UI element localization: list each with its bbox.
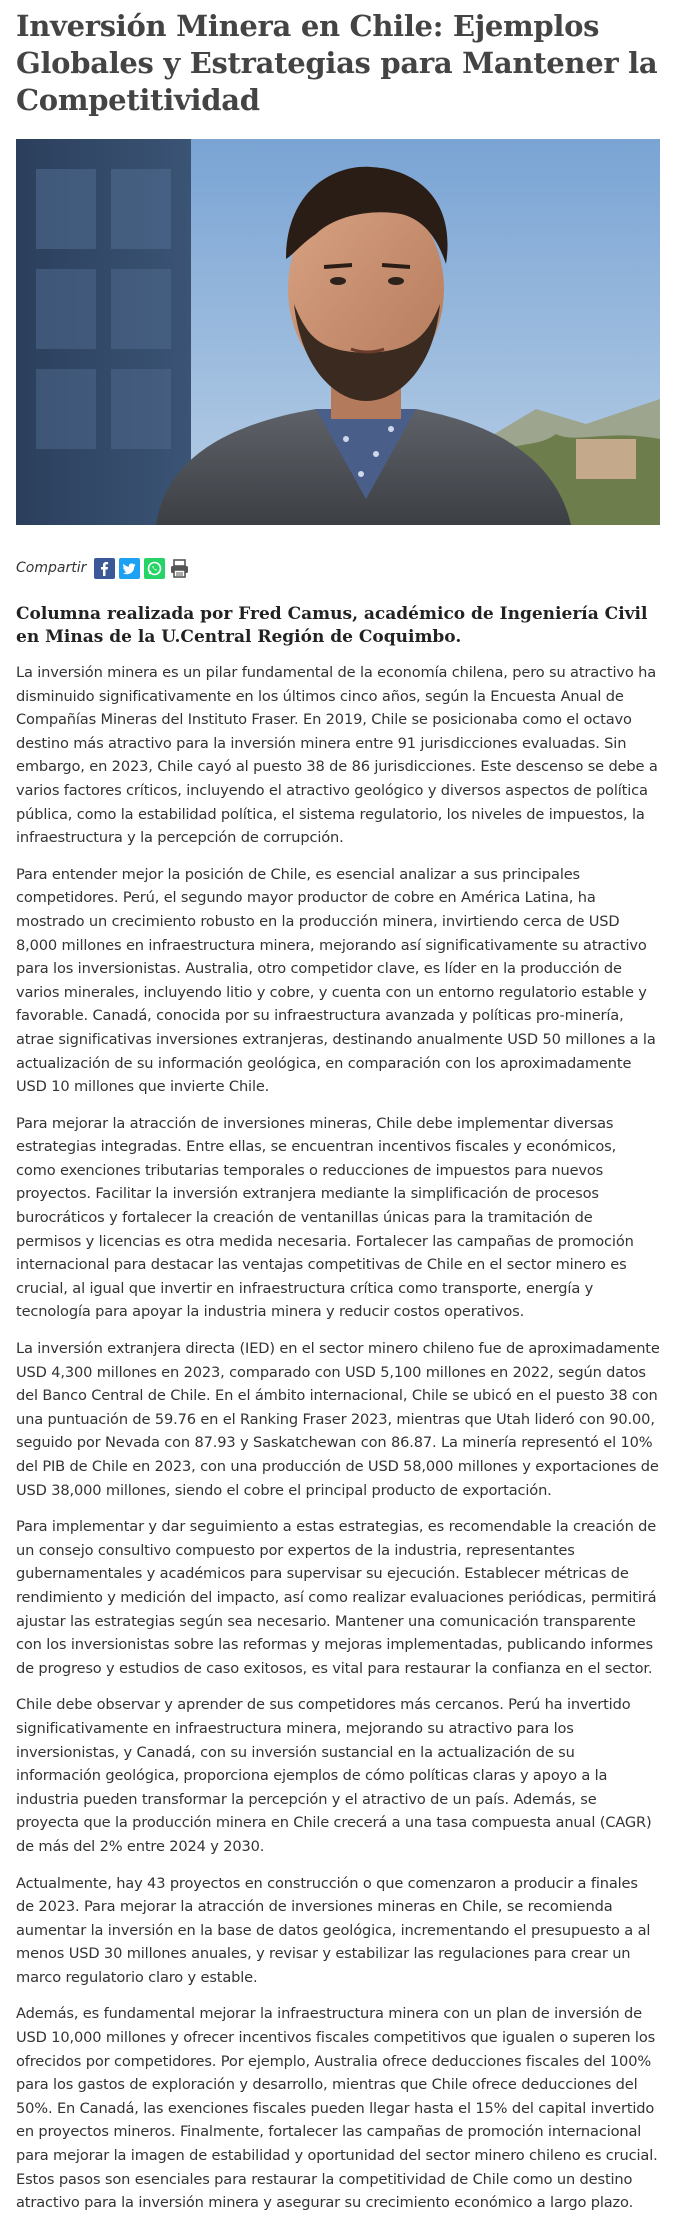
article-paragraph: Actualmente, hay 43 proyectos en construcción o que comenzaron a producir a finales de 2023. Para mejorar la atracción de inversiones mineras en Chile, se recomienda aumentar la inversión en la base de datos geológica, incrementando el presupuesto a al menos USD 30 millones anuales, y revisar y estabilizar las regulaciones para crear un marco regulatorio claro y estable. [16,1874,651,1986]
article-paragraph: Chile debe observar y aprender de sus competidores más cercanos. Perú ha invertido significativamente en infraestructura minera, mejorando su atractivo para los inversionistas, y Canadá, con su inversión sustancial en la actualización de su información geológica, proporciona ejemplos de cómo políticas claras y apoyo a la industria pueden transformar la percepción y el atractivo de un país. Además, se proyecta que la producción minera en Chile crecerá a una tasa compuesta anual (CAGR) de más del 2% entre 2024 y 2030. [16,1696,652,1855]
facebook-icon[interactable] [94,558,115,579]
article-paragraph: Además, es fundamental mejorar la infraestructura minera con un plan de inversión de USD 10,000 millones y ofrecer incentivos fiscales competitivos que igualen o superen los ofrecidos por competidores. Por ejemplo, Australia ofrece deducciones fiscales del 100% para los gastos de exploración y desarrollo, mientras que Chile ofrece deducciones del 50%. En Canadá, las exenciones fiscales pueden llegar hasta el 15% del capital invertido en proyectos mineros. Finalmente, fortalecer las campañas de promoción internacional para mejorar la imagen de estabilidad y oportunidad del sector minero chileno es crucial. Estos pasos son esenciales para restaurar la competitividad de Chile como un destino atractivo para la inversión minera y asegurar su crecimiento económico a largo plazo. [16,2005,658,2212]
twitter-icon[interactable] [119,558,140,579]
article-paragraph: Para entender mejor la posición de Chile, es esencial analizar a sus principales competidores. Perú, el segundo mayor productor de cobre en América Latina, ha mostrado un crecimiento robusto en la producción minera, invirtiendo cerca de USD 8,000 millones en infraestructura minera, mejorando así significativamente su atractivo para los inversionistas. Australia, otro competidor clave, es líder en la producción de varios minerales, incluyendo litio y cobre, y cuenta con un entorno regulatorio estable y favorable. Canadá, conocida por su infraestructura avanzada y políticas pro-minería, atrae significativas inversiones extranjeras, destinando anualmente USD 50 millones a la actualización de su información geológica, en comparación con los aproximadamente USD 10 millones que invierte Chile. [16,865,656,1096]
print-icon[interactable] [169,558,190,579]
whatsapp-icon[interactable] [144,558,165,579]
article-paragraph: Para mejorar la atracción de inversiones mineras, Chile debe implementar diversas estrategias integradas. Entre ellas, se encuentran incentivos fiscales y económicos, como exenciones tributarias temporales o reducciones de impuestos para nuevos proyectos. Facilitar la inversión extranjera mediante la simplificación de procesos burocráticos y fortalecer la creación de ventanillas únicas para la tramitación de permisos y licencias es otra medida necesaria. Fortalecer las campañas de promoción internacional para destacar las ventajas competitivas de Chile en el sector minero es crucial, al igual que invertir en infraestructura crítica como transporte, energía y tecnología para apoyar la industria minera y reducir costos operativos. [16,1114,634,1321]
share-bar [16,555,190,581]
article-paragraph: La inversión extranjera directa (IED) en el sector minero chileno fue de aproximadamente USD 4,300 millones en 2023, comparado con USD 5,100 millones en 2022, según datos del Banco Central de Chile. En el ámbito internacional, Chile se ubicó en el puesto 38 con una puntuación de 59.76 en el Ranking Fraser 2023, mientras que Utah lideró con 90.00, seguido por Nevada con 87.93 y Saskatchewan con 86.87. La minería representó el 10% del PIB de Chile en 2023, con una producción de USD 58,000 millones y exportaciones de USD 38,000 millones, siendo el cobre el principal producto de exportación. [16,1340,660,1499]
article-title: Inversión Minera en Chile: Ejemplos Globales y Estrategias para Mantener la Competitividad [16,9,658,117]
article-paragraph: Para implementar y dar seguimiento a estas estrategias, es recomendable la creación de un consejo consultivo compuesto por expertos de la industria, representantes gubernamentales y académicos para supervisar su ejecución. Establecer métricas de rendimiento y medición del impacto, así como realizar evaluaciones periódicas, permitirá ajustar las estrategias según sea necesario. Mantener una comunicación transparente con los inversionistas sobre las reformas y mejoras implementadas, publicando informes de progreso y estudios de caso exitosos, es vital para restaurar la confianza en el sector. [16,1518,657,1677]
share-label: Compartir [16,560,87,576]
article-intro: Columna realizada por Fred Camus, académico de Ingeniería Civil en Minas de la U.Central Región de Coquimbo. [16,604,648,647]
author-photo [16,139,660,525]
article-body [16,661,660,2228]
article-paragraph: La inversión minera es un pilar fundamental de la economía chilena, pero su atractivo ha disminuido significativamente en los últimos cinco años, según la Encuesta Anual de Compañías Mineras del Instituto Fraser. En 2019, Chile se posicionaba como el octavo destino más atractivo para la inversión minera entre 91 jurisdicciones evaluadas. Sin embargo, en 2023, Chile cayó al puesto 38 de 86 jurisdicciones. Este descenso se debe a varios factores críticos, incluyendo el atractivo geológico y diversos aspectos de política pública, como la estabilidad política, el sistema regulatorio, los niveles de impuestos, la infraestructura y la percepción de corrupción. [16,664,658,847]
